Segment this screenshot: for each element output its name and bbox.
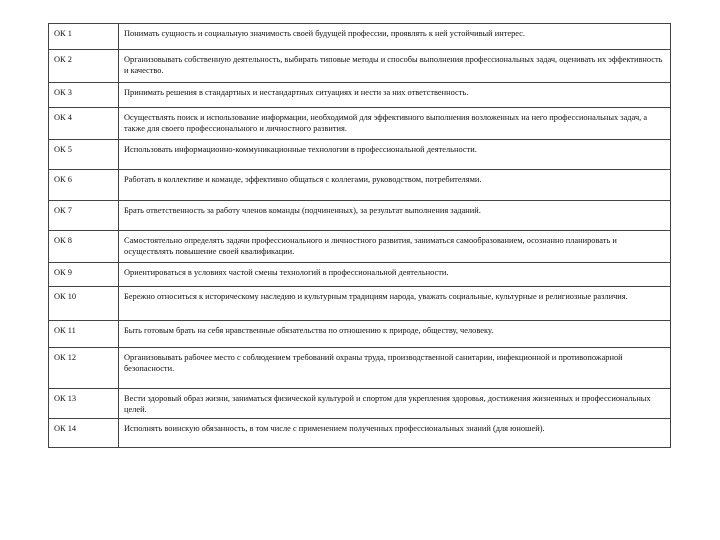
- competency-code: ОК 14: [49, 419, 119, 448]
- competency-description: Принимать решения в стандартных и нестандартных ситуациях и нести за них ответственность.: [119, 83, 671, 108]
- competency-code: ОК 8: [49, 231, 119, 263]
- table-row: [49, 231, 671, 263]
- competency-code: ОК 2: [49, 50, 119, 83]
- competency-description: Работать в коллективе и команде, эффективно общаться с коллегами, руководством, потребителями.: [119, 170, 671, 201]
- competency-code: ОК 3: [49, 83, 119, 108]
- competency-description: Исполнять воинскую обязанность, в том числе с применением полученных профессиональных знаний (для юношей).: [119, 419, 671, 448]
- table-row: [49, 287, 671, 321]
- table-row: [49, 140, 671, 170]
- competency-description: Понимать сущность и социальную значимость своей будущей профессии, проявлять к ней устойчивый интерес.: [119, 24, 671, 50]
- competency-description: Использовать информационно-коммуникационные технологии в профессиональной деятельности.: [119, 140, 671, 170]
- competency-code: ОК 7: [49, 201, 119, 231]
- table-row: [49, 389, 671, 419]
- table-row: [49, 83, 671, 108]
- competency-code: ОК 10: [49, 287, 119, 321]
- competency-code: ОК 9: [49, 263, 119, 287]
- competency-description: Быть готовым брать на себя нравственные обязательства по отношению к природе, обществу, человеку.: [119, 321, 671, 348]
- table-row: [49, 263, 671, 287]
- table-row: [49, 50, 671, 83]
- competency-description: Бережно относиться к историческому наследию и культурным традициям народа, уважать социальные, культурные и религиозные различия.: [119, 287, 671, 321]
- table-row: [49, 108, 671, 140]
- competency-description: Ориентироваться в условиях частой смены технологий в профессиональной деятельности.: [119, 263, 671, 287]
- competency-code: ОК 13: [49, 389, 119, 419]
- competency-code: ОК 6: [49, 170, 119, 201]
- competency-code: ОК 1: [49, 24, 119, 50]
- competency-description: Организовывать рабочее место с соблюдением требований охраны труда, производственной санитарии, инфекционной и противопожарной безопасности.: [119, 348, 671, 389]
- table-row: [49, 419, 671, 448]
- table-row: [49, 348, 671, 389]
- competency-description: Вести здоровый образ жизни, заниматься физической культурой и спортом для укрепления здоровья, достижения жизненных и профессиональных целей.: [119, 389, 671, 419]
- competencies-table: [48, 23, 671, 448]
- competency-description: Брать ответственность за работу членов команды (подчиненных), за результат выполнения заданий.: [119, 201, 671, 231]
- table-row: [49, 201, 671, 231]
- competency-code: ОК 12: [49, 348, 119, 389]
- competency-description: Осуществлять поиск и использование информации, необходимой для эффективного выполнения возложенных на него профессиональных задач, а также для своего профессионального и личностного развития.: [119, 108, 671, 140]
- table-row: [49, 170, 671, 201]
- competency-description: Самостоятельно определять задачи профессионального и личностного развития, заниматься самообразованием, осознанно планировать и осуществлять повышение своей квалификации.: [119, 231, 671, 263]
- competency-code: ОК 4: [49, 108, 119, 140]
- competency-code: ОК 11: [49, 321, 119, 348]
- competency-description: Организовывать собственную деятельность, выбирать типовые методы и способы выполнения профессиональных задач, оценивать их эффективность и качество.: [119, 50, 671, 83]
- table-row: [49, 24, 671, 50]
- table-row: [49, 321, 671, 348]
- competency-code: ОК 5: [49, 140, 119, 170]
